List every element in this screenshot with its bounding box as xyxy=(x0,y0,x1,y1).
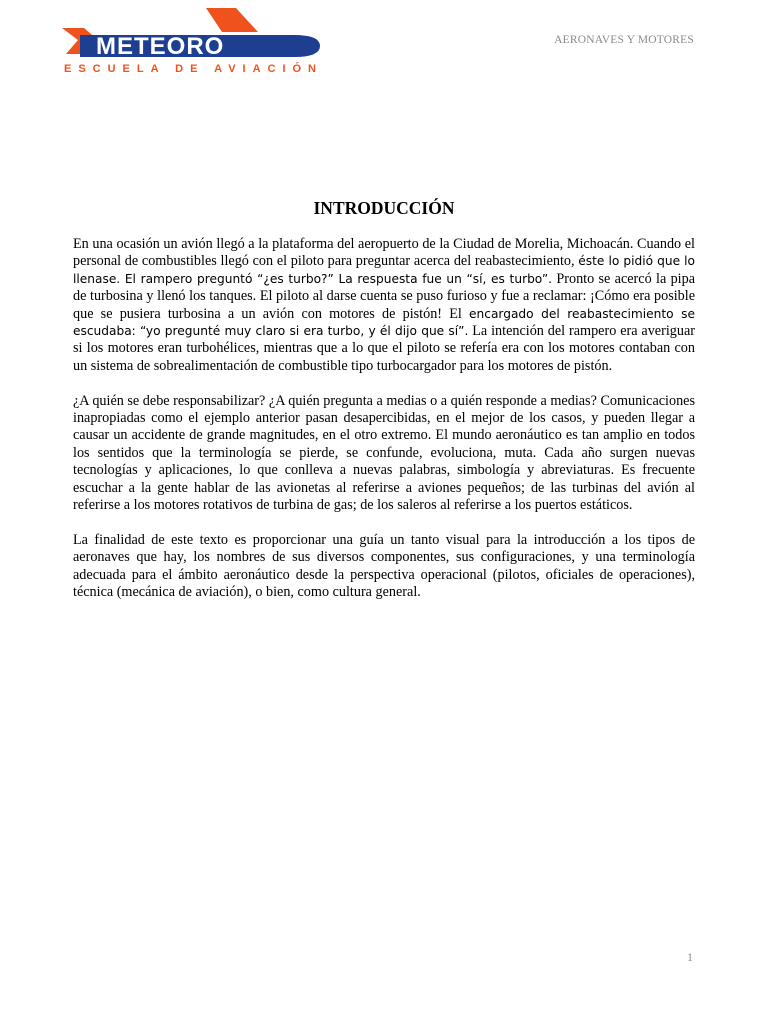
logo-tail-shape xyxy=(206,8,258,32)
paragraph-1-part-e: La intención del rampero era averiguar si los motores eran turbohélices, mientras que a lo que el piloto se refería era con los motores contaban con un sistema de sobrealimentación de combustible tipo turbocargador para los motores de pistón. xyxy=(73,323,695,374)
paragraph-3: La finalidad de este texto es proporcionar una guía un tanto visual para la introducción a los tipos de aeronaves que hay, los nombres de sus diversos componentes, sus configuraciones, y una terminología adecuada para el ámbito aeronáutico desde la perspectiva operacional (pilotos, oficiales de operaciones), técnica (mecánica de aviación), o bien, como cultura general. xyxy=(73,531,695,601)
meteoro-logo xyxy=(62,6,324,76)
paragraph-1-part-a: En una ocasión un avión llegó a la plataforma del aeropuerto de la Ciudad de Morelia, Michoacán. Cuando el personal de combustibles llegó con el piloto para preguntar acerca del reabastecimiento, xyxy=(73,236,695,270)
paragraph-2: ¿A quién se debe responsabilizar? ¿A quién pregunta a medias o a quién responde a medias? Comunicaciones inapropiadas como el ejemplo anterior pasan desapercibidas, en el mejor de los casos, y pueden llegar a causar un accidente de grande magnitudes, en el otro extremo. El mundo aeronáutico es tan amplio en todos los sentidos que la terminología se pierde, se confunde, evoluciona, muta. Cada año surgen nuevas tecnologías y aplicaciones, lo que conlleva a nuevas palabras, simbología y abreviaturas. Es frecuente escuchar a la gente hablar de las avionetas al referirse a aviones pequeños; de las turbinas del avión al referirse a los motores rotativos de turbina de gas; de los saleros al referirse a los puertos estáticos. xyxy=(73,392,695,514)
paragraph-1 xyxy=(73,236,695,375)
section-title: INTRODUCCIÓN xyxy=(313,198,455,218)
paragraph-1-part-b: éste lo pidió que lo llenase. El rampero preguntó “¿es turbo?” La respuesta fue un “sí, es turbo”. xyxy=(73,254,696,286)
logo-wordmark: METEORO xyxy=(96,33,225,60)
running-header: AERONAVES Y MOTORES xyxy=(554,34,694,46)
body-text xyxy=(73,236,695,619)
paragraph-1-part-c: Pronto se acercó la pipa de turbosina y llenó los tanques. El piloto al darse cuenta se puso furioso y fue a reclamar: ¡Cómo era posible que se pusiera turbosina a un avión con motores de pistón! El xyxy=(73,270,695,322)
paragraph-1-part-d: encargado del reabastecimiento se escudaba: “yo pregunté muy claro si era turbo, y él dijo que sí”. xyxy=(73,306,695,339)
logo-subtitle: ESCUELA DE AVIACIÓN xyxy=(64,63,317,75)
page-number: 1 xyxy=(687,950,693,964)
